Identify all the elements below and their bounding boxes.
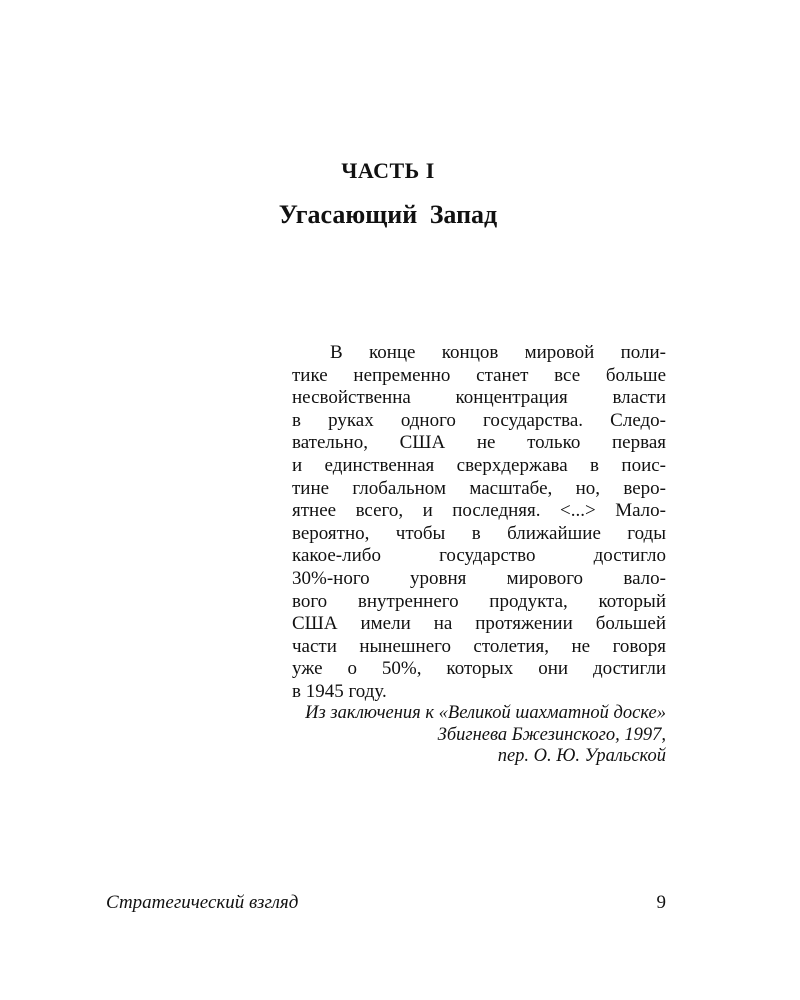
epigraph-line: вого внутреннего продукта, который <box>292 590 666 612</box>
epigraph-line: вательно, США не только первая <box>292 432 666 454</box>
epigraph-line: несвойственна концентрация власти <box>292 387 666 409</box>
epigraph-line: в руках одного государства. Следо- <box>292 409 666 431</box>
epigraph-line: какое-либо государство достигло <box>292 545 666 567</box>
epigraph-line: части нынешнего столетия, не говоря <box>292 635 666 657</box>
epigraph-line: 30%-ного уровня мирового вало- <box>292 567 666 589</box>
epigraph-line: в 1945 году. <box>292 680 387 702</box>
epigraph-line: ятнее всего, и последняя. <...> Мало- <box>292 500 666 522</box>
epigraph-line: тике непременно станет все больше <box>292 364 666 386</box>
part-label: ЧАСТЬ I <box>341 158 435 183</box>
epigraph-line: В конце концов мировой поли- <box>330 342 666 363</box>
epigraph-line: США имели на протяжении большей <box>292 613 666 635</box>
running-footer-title: Стратегический взгляд <box>106 892 299 913</box>
epigraph-line: и единственная сверхдержава в поис- <box>292 454 666 476</box>
epigraph-line: тине глобальном масштабе, но, веро- <box>292 477 666 499</box>
page-number: 9 <box>656 892 666 913</box>
attribution-line: Збигнева Бжезинского, 1997, <box>437 724 666 745</box>
epigraph-attribution <box>200 703 666 768</box>
epigraph-line: вероятно, чтобы в ближайшие годы <box>292 522 666 544</box>
epigraph-quote <box>292 342 666 704</box>
epigraph-line: уже о 50%, которых они достигли <box>292 658 666 680</box>
part-title: Угасающий Запад <box>278 200 498 229</box>
attribution-line: пер. О. Ю. Уральской <box>497 746 666 766</box>
attribution-line: Из заключения к «Великой шахматной доске» <box>305 703 666 723</box>
